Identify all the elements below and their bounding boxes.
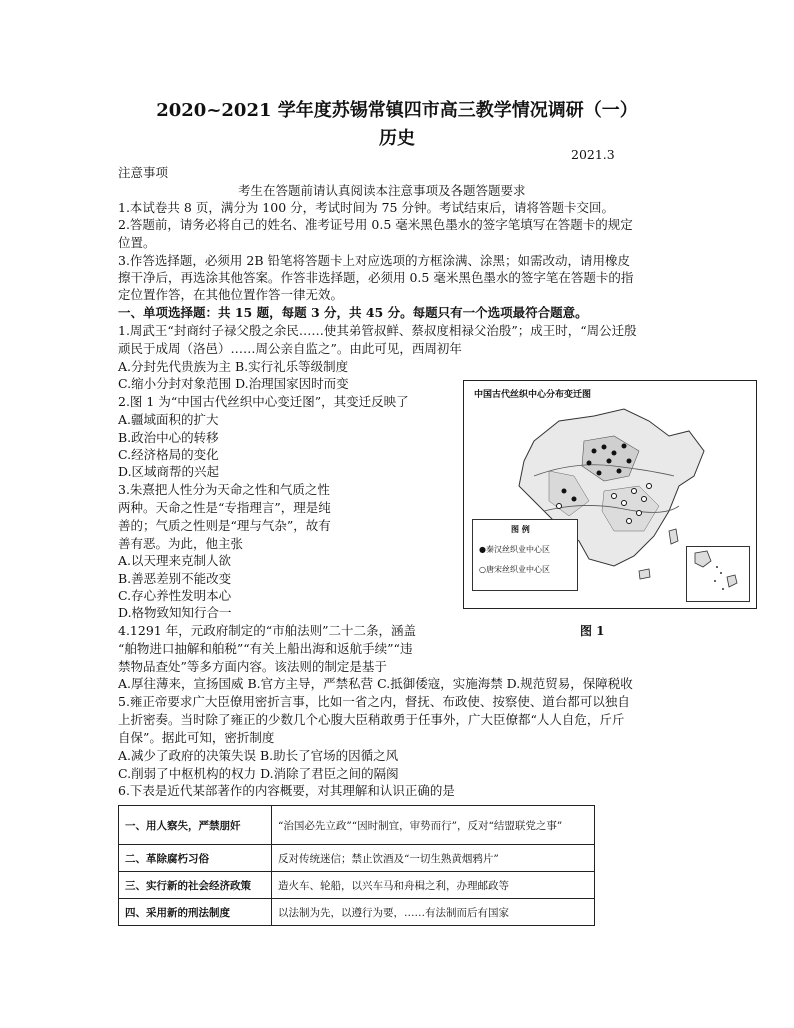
table-cell-content: 反对传统迷信；禁止饮酒及“一切生熟黄烟鸦片” <box>272 845 595 872</box>
notice-line: 定位置作答，在其他位置作答一律无效。 <box>118 287 344 302</box>
map-title: 中国古代丝织中心分布变迁图 <box>474 390 592 400</box>
notice-line: 2.答题前，请务必将自己的姓名、准考证号用 0.5 毫米黑色墨水的签字笔填写在答题卡的规定 <box>118 217 633 232</box>
q2-option: D.区域商帮的兴起 <box>118 464 220 479</box>
q3-stem: 两种。天命之性是“专指理言”，理是纯 <box>118 500 331 515</box>
q3-option: C.存心养性发明本心 <box>118 588 232 603</box>
map-legend <box>472 519 578 591</box>
q4-options: A.厚往薄来，宣扬国威 B.官方主导，严禁私营 C.抵御倭寇，实施海禁 D.规范贸易，保障税收 <box>118 676 633 691</box>
q4-stem: 禁物品查处”等多方面内容。该法则的制定是基于 <box>118 659 387 674</box>
q2-option: A.疆域面积的扩大 <box>118 412 219 427</box>
legend-item: ●秦汉丝织业中心区 <box>479 545 550 554</box>
q4-stem: 4.1291 年，元政府制定的“市舶法则”二十二条，涵盖 <box>118 623 416 638</box>
legend-item: ○唐宋丝织业中心区 <box>479 565 550 574</box>
table-cell-content: 造火车、轮船，以兴车马和舟楫之利，办理邮政等 <box>272 872 595 899</box>
table-row <box>119 872 595 899</box>
exam-date: 2021.3 <box>571 147 615 162</box>
south-sea-inset <box>686 546 750 602</box>
exam-title: 2020~2021 学年度苏锡常镇四市高三教学情况调研（一） <box>156 100 638 121</box>
q3-option: A.以天理来克制人欲 <box>118 553 232 568</box>
q2-option: B.政治中心的转移 <box>118 430 219 445</box>
figure-caption: 图 1 <box>580 624 605 638</box>
q1-options: A.分封先代贵族为主 B.实行礼乐等级制度 <box>118 359 349 374</box>
q3-stem: 善有恶。为此，他主张 <box>118 536 244 551</box>
q2-option: C.经济格局的变化 <box>118 447 219 462</box>
silk-center-map <box>463 380 757 609</box>
table-row <box>119 845 595 872</box>
notice-line: 擦干净后，再选涂其他答案。作答非选择题，必须用 0.5 毫米黑色墨水的签字笔在答题卡的指 <box>118 270 634 285</box>
q3-option: B.善恶差别不能改变 <box>118 571 232 586</box>
table-cell-content: “治国必先立政”“因时制宜，审势而行”，反对“结盟联党之事” <box>272 806 595 845</box>
legend-title: 图 例 <box>511 525 530 534</box>
table-row <box>119 899 595 926</box>
table-cell-content: 以法制为先，以遵行为要，……有法制而后有国家 <box>272 899 595 926</box>
q5-stem: 自保”。据此可知，密折制度 <box>118 730 275 745</box>
notice-line: 1.本试卷共 8 页，满分为 100 分，考试时间为 75 分钟。考试结束后，请将答题卡交回。 <box>118 200 614 215</box>
notice-intro: 考生在答题前请认真阅读本注意事项及各题答题要求 <box>238 183 526 198</box>
q6-stem: 6.下表是近代某部著作的内容概要，对其理解和认识正确的是 <box>118 783 455 798</box>
q6-table <box>118 805 595 926</box>
table-cell-item: 四、采用新的刑法制度 <box>119 899 272 926</box>
inset-drawing <box>687 547 749 601</box>
q3-stem: 3.朱熹把人性分为天命之性和气质之性 <box>118 482 330 497</box>
table-cell-item: 二、革除腐朽习俗 <box>119 845 272 872</box>
q5-options: A.减少了政府的决策失误 B.助长了官场的因循之风 <box>118 748 399 763</box>
q1-options: C.缩小分封对象范围 D.治理国家因时而变 <box>118 376 349 391</box>
q2-stem: 2.图 1 为“中国古代丝织中心变迁图”，其变迁反映了 <box>118 394 409 409</box>
table-row <box>119 806 595 845</box>
q4-stem: “舶物进口抽解和舶税”“有关上船出海和返航手续”“违 <box>118 641 413 656</box>
notice-line: 位置。 <box>118 235 156 250</box>
q1-stem: 顽民于成周（洛邑）……周公亲自监之”。由此可见，西周初年 <box>118 341 462 356</box>
q3-stem: 善的；气质之性则是“理与气杂”，故有 <box>118 518 331 533</box>
q3-option: D.格物致知知行合一 <box>118 605 232 620</box>
q5-options: C.削弱了中枢机构的权力 D.消除了君臣之间的隔阂 <box>118 766 399 781</box>
notice-line: 3.作答选择题，必须用 2B 铅笔将答题卡上对应选项的方框涂满、涂黑；如需改动，请用橡皮 <box>118 253 631 268</box>
notice-heading: 注意事项 <box>118 165 169 180</box>
q5-stem: 5.雍正帝要求广大臣僚用密折言事，比如一省之内，督抚、布政使、按察使、道台都可以独自 <box>118 694 630 709</box>
q1-stem: 1.周武王“封商纣子禄父殷之余民……使其弟管叔鲜、蔡叔度相禄父治殷”；成王时，“周公迁殷 <box>118 323 637 338</box>
q5-stem: 上折密奏。当时除了雍正的少数几个心腹大臣稍敢勇于任事外，广大臣僚都“人人自危，斤斤 <box>118 712 625 727</box>
section-title: 一、单项选择题：共 15 题，每题 3 分，共 45 分。每题只有一个选项最符合题意。 <box>118 305 588 320</box>
table-cell-item: 三、实行新的社会经济政策 <box>119 872 272 899</box>
subject-title: 历史 <box>379 128 415 149</box>
table-cell-item: 一、用人察失，严禁朋奸 <box>119 806 272 845</box>
